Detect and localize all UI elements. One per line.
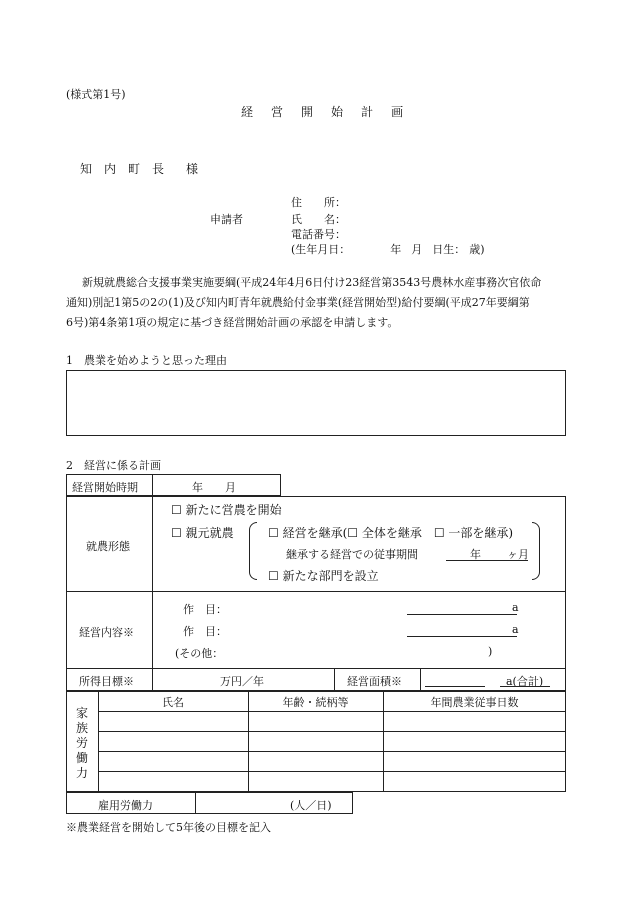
crop-label-1: 作 目： [183,603,227,616]
option-new-farming[interactable]: ☐ 新たに営農を開始 [171,503,282,517]
reason-answer-text [67,371,565,383]
crop-label-2: 作 目： [183,625,227,638]
reason-answer-box[interactable] [66,370,566,436]
other-close: ) [488,645,493,658]
option-inherit[interactable]: ☐ 経営を継承(☐ 全体を継承 ☐ 一部を継承) [268,526,514,540]
family-labor-label: 家 族 労 働 力 [75,706,88,780]
start-period-value[interactable]: 年 月 [192,481,236,494]
page-title: 経 営 開 始 計 画 [241,105,404,119]
header-age-relation: 年齢・続柄等 [282,696,349,709]
option-new-department[interactable]: ☐ 新たな部門を設立 [268,569,379,583]
body-text-line-3: 6号)第4条第1項の規定に基づき経営開始計画の承認を申請します。 [66,316,399,329]
phone-label: 電話番号： [291,228,346,241]
crop-area-unit-2: a [512,623,519,636]
name-label: 氏 名： [291,213,346,226]
inherit-period-month[interactable]: ヶ月 [507,548,529,561]
header-work-days: 年間農業従事日数 [430,696,519,709]
applicant-label: 申請者 [210,213,243,226]
start-period-label: 経営開始時期 [72,481,138,494]
income-target-label: 所得目標※ [79,675,134,688]
section1-heading: 1 農業を始めようと思った理由 [66,354,227,367]
section2-heading: 2 経営に係る計画 [66,459,161,472]
crop-area-unit-1: a [512,601,519,614]
birth-date-line: (生年月日： 年 月 日生： 歳) [291,243,485,256]
employed-labor-unit[interactable]: (人／日) [290,799,332,812]
income-target-unit[interactable]: 万円／年 [220,675,264,688]
left-brace [249,522,257,580]
address-label: 住 所： [291,196,346,209]
farm-area-label: 経営面積※ [347,675,402,688]
footnote: ※農業経営を開始して5年後の目標を記入 [66,821,271,834]
farming-form-label: 就農形態 [86,540,130,553]
other-label: (その他： [175,647,224,660]
header-name: 氏名 [162,696,184,709]
employed-labor-label: 雇用労働力 [98,799,153,812]
right-brace [532,522,540,580]
inherit-period-label: 継承する経営での従事期間 [286,548,418,561]
business-content-label: 経営内容※ [79,626,134,639]
form-number: (様式第1号) [66,88,126,101]
body-text-line-2: 通知)別記1第5の2の(1)及び知内町青年就農給付金事業(経営開始型)給付要綱(平成27年要綱第 [66,296,530,309]
inherit-period-year[interactable]: 年 [470,548,481,561]
addressee: 知 内 町 長 様 [80,162,199,176]
body-text-line-1: 新規就農総合支援事業実施要綱(平成24年4月6日付け23経営第3543号農林水産事務次官依命 [82,276,542,289]
farm-area-total[interactable]: a(合計) [506,675,544,688]
option-parent-farming[interactable]: ☐ 親元就農 [171,526,234,540]
